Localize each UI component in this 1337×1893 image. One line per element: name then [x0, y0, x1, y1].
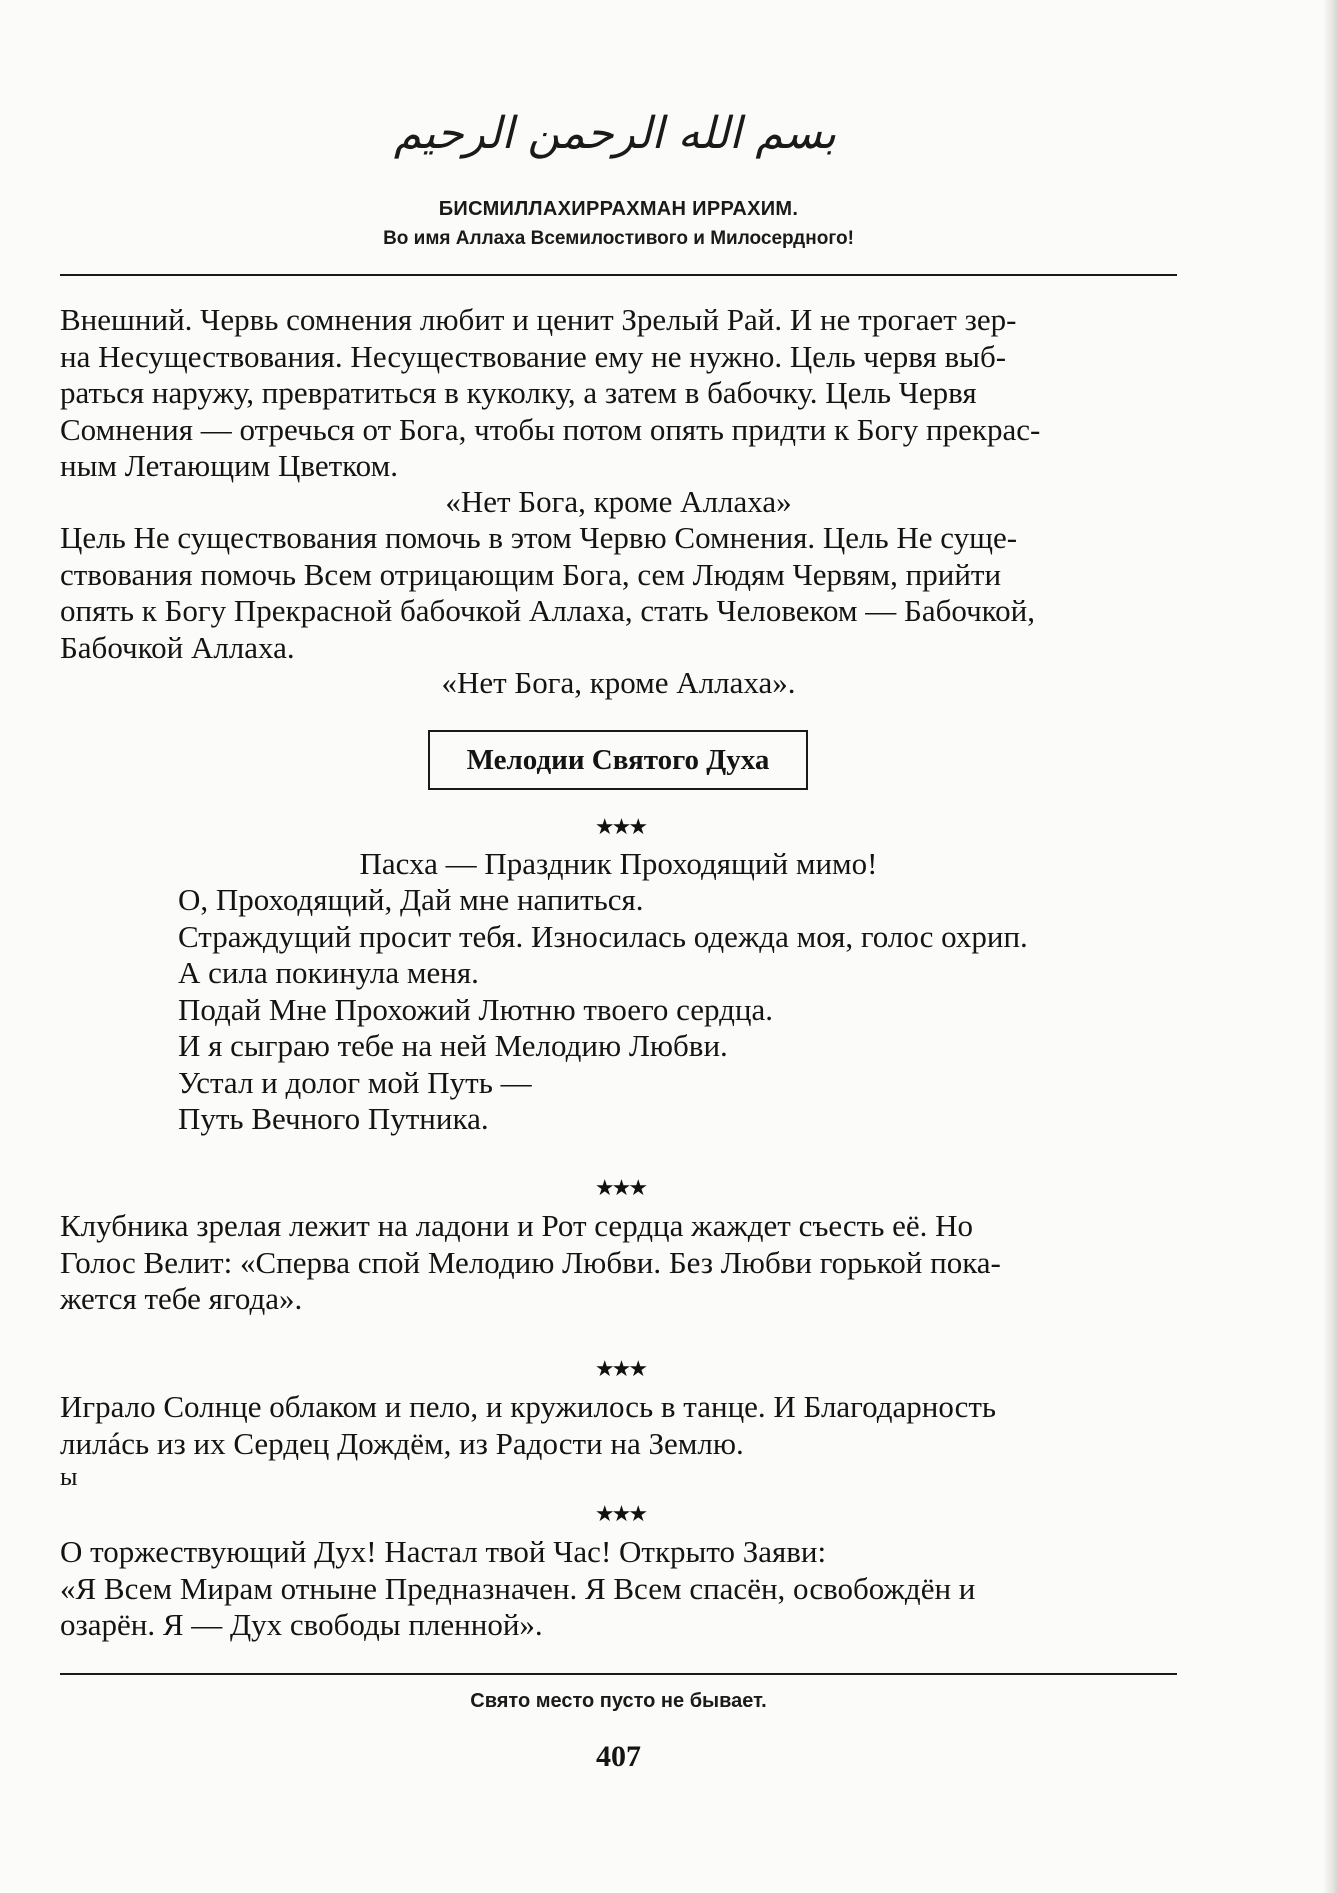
- text-line: Сомнения — отречься от Бога, чтобы потом опять придти к Богу прекрас-: [60, 411, 1041, 447]
- paragraph-4: [60, 1389, 1177, 1492]
- section-separator-stars: ★★★: [594, 1176, 646, 1201]
- text-line: ным Летающим Цветком.: [60, 448, 398, 483]
- text-line: опять к Богу Прекрасной бабочкой Аллаха, стать Человеком — Бабочкой,: [60, 593, 1036, 628]
- footer-proverb: Свято место пусто не бывает.: [470, 1690, 767, 1712]
- verse-line: А сила покинула меня.: [178, 955, 479, 990]
- section-separator-stars: ★★★: [594, 1502, 646, 1527]
- text-line: озарён. Я — Дух свободы пленной».: [60, 1607, 543, 1642]
- text-line: лилáсь из их Сердец Дождём, из Радости на Землю.: [60, 1425, 744, 1461]
- verse-1: [178, 882, 1178, 1138]
- paragraph-3: [60, 1208, 1177, 1318]
- text-line: Внешний. Червь сомнения любит и ценит Зрелый Рай. И не трогает зер-: [60, 302, 1017, 337]
- text-line: О торжествующий Дух! Настал твой Час! Открыто Заяви:: [60, 1534, 827, 1569]
- header-transliteration: БИСМИЛЛАХИРРАХМАН ИРРАХИМ.: [438, 198, 799, 220]
- text-line: Бабочкой Аллаха.: [60, 629, 295, 665]
- page-number: 407: [596, 1740, 641, 1773]
- verse-line: Устал и долог мой Путь —: [178, 1064, 532, 1100]
- verse-line: Подай Мне Прохожий Лютню твоего сердца.: [178, 991, 774, 1027]
- verse-line: И я сыграю тебе на ней Мелодию Любви.: [178, 1028, 728, 1063]
- basmala-calligraphy-text: بسم الله الرحمن الرحيم: [393, 108, 837, 159]
- paragraph-2: [60, 520, 1177, 666]
- footer-divider: [60, 1673, 1177, 1675]
- text-line: Цель Не существования помочь в этом Червю Сомнения. Цель Не суще-: [60, 520, 1018, 555]
- text-line: жется тебе ягода».: [60, 1281, 303, 1316]
- refrain-1: «Нет Бога, кроме Аллаха»: [445, 484, 792, 519]
- verse-line: Путь Вечного Путника.: [178, 1101, 489, 1136]
- basmala-calligraphy: [393, 86, 837, 186]
- text-line: на Несуществования. Несуществование ему не нужно. Цель червя выб-: [60, 338, 1007, 374]
- text-line: ствования помочь Всем отрицающим Бога, сем Людям Червям, прийти: [60, 556, 1002, 592]
- section-separator-stars: ★★★: [594, 815, 646, 840]
- text-line: Клубника зрелая лежит на ладони и Рот сердца жаждет съесть её. Но: [60, 1208, 974, 1243]
- text-line: Голос Велит: «Сперва спой Мелодию Любви. Без Любви горькой пока-: [60, 1244, 1001, 1280]
- section-separator-stars: ★★★: [594, 1357, 646, 1382]
- verse-title: Пасха — Праздник Проходящий мимо!: [359, 846, 878, 881]
- page-edge-shadow: [1323, 0, 1337, 1893]
- text-line: Играло Солнце облаком и пело, и кружилось в танце. И Благодарность: [60, 1389, 997, 1424]
- section-title: Мелодии Святого Духа: [428, 730, 808, 790]
- verse-line: О, Проходящий, Дай мне напиться.: [178, 882, 644, 917]
- header-divider: [60, 274, 1177, 276]
- text-line: раться наружу, превратиться в куколку, а затем в бабочку. Цель Червя: [60, 375, 977, 410]
- paragraph-5: [60, 1534, 1177, 1644]
- verse-line: Страждущий просит тебя. Износилась одежда моя, голос охрип.: [178, 918, 1028, 954]
- text-line: ы: [60, 1462, 78, 1491]
- text-line: «Я Всем Мирам отныне Предназначен. Я Всем спасён, освобождён и: [60, 1570, 976, 1606]
- refrain-2: «Нет Бога, кроме Аллаха».: [441, 665, 796, 700]
- paragraph-1: [60, 302, 1177, 485]
- header-translation: Во имя Аллаха Всемилостивого и Милосердного!: [383, 228, 854, 249]
